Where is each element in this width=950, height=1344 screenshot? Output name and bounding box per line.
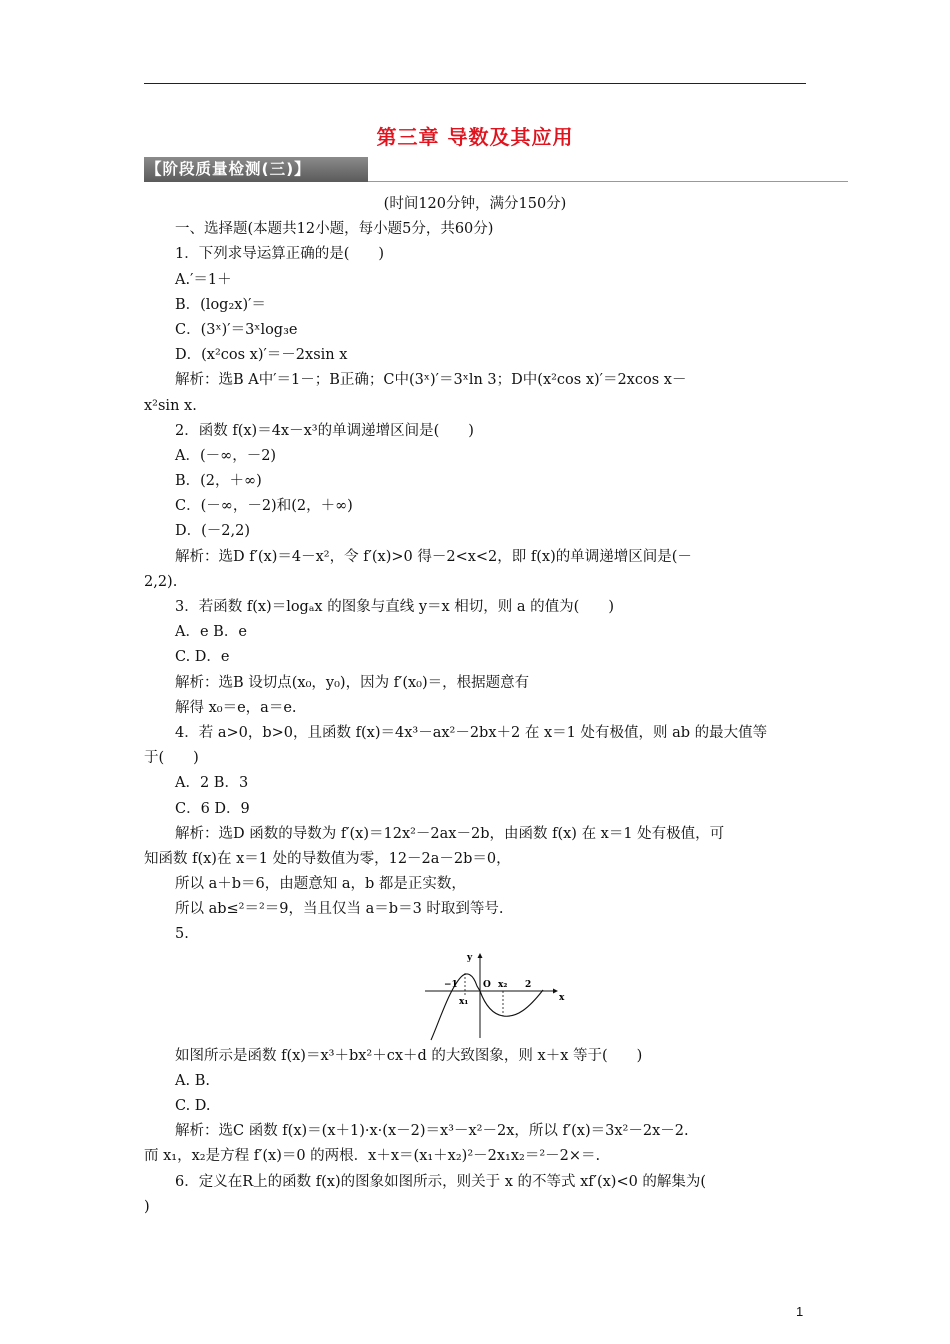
text-line: 2,2). — [144, 573, 178, 590]
text-line: C. D. — [175, 1098, 211, 1114]
text-line: A.′＝1＋ — [175, 271, 232, 288]
text-line: 所以 ab≤²＝²＝9，当且仅当 a＝b＝3 时取到等号. — [175, 901, 504, 918]
text-line: 而 x₁，x₂是方程 f′(x)＝0 的两根．x＋x＝(x₁＋x₂)²－2x₁x₂＝²－2×＝. — [144, 1148, 601, 1165]
text-line: 1．下列求导运算正确的是( ) — [175, 246, 385, 263]
y-axis-arrow — [478, 953, 483, 958]
text-line: 知函数 f(x)在 x＝1 处的导数值为零，12－2a－2b＝0， — [144, 850, 511, 867]
questions-part-2 — [144, 1044, 806, 1220]
text-line: x²sin x. — [144, 397, 197, 414]
section-rule — [368, 181, 848, 182]
text-line: 2．函数 f(x)＝4x－x³的单调递增区间是( ) — [175, 422, 474, 439]
text-line: 6．定义在R上的函数 f(x)的图象如图所示，则关于 x 的不等式 xf′(x)<0 的解集为( — [175, 1173, 707, 1190]
text-line: 解析：选B 设切点(x₀，y₀)，因为 f′(x₀)＝，根据题意有 — [175, 674, 530, 691]
page-number: 1 — [796, 1304, 804, 1319]
x-axis-arrow — [553, 988, 558, 993]
text-line: 解析：选D f′(x)＝4－x²，令 f′(x)>0 得－2<x<2，即 f(x)的单调递增区间是(－ — [175, 548, 692, 565]
document-body — [144, 192, 806, 1220]
text-line: B．(2，＋∞) — [175, 473, 262, 490]
text-line: 5. — [175, 926, 189, 943]
y-axis-label: y — [467, 952, 473, 963]
text-line: 解析：选B A中′＝1－；B正确；C中(3ˣ)′＝3ˣln 3；D中(x²cos x)′＝2xcos x－ — [175, 372, 687, 389]
text-line: ) — [144, 1198, 150, 1215]
time-note: (时间120分钟，满分150分) — [383, 196, 567, 212]
text-line: A．2 B．3 — [175, 775, 249, 792]
neg-one-label: −1 — [444, 979, 458, 990]
section-banner: 【阶段质量检测(三)】 — [144, 157, 368, 182]
text-line: B．(log₂x)′＝ — [175, 296, 266, 313]
text-line: D．(x²cos x)′＝－2xsin x — [175, 347, 348, 364]
text-line: 4．若 a>0，b>0，且函数 f(x)＝4x³－ax²－2bx＋2 在 x＝1 处有极值，则 ab 的最大值等 — [175, 724, 768, 741]
text-line: C. D．e — [175, 649, 230, 666]
text-line: C．(－∞，－2)和(2，＋∞) — [175, 498, 353, 515]
text-line: 解得 x₀＝e，a＝e. — [175, 699, 297, 716]
x2-label: x₂ — [498, 979, 508, 990]
text-line: 解析：选C 函数 f(x)＝(x＋1)·x·(x－2)＝x³－x²－2x，所以 f′(x)＝3x²－2x－2. — [175, 1123, 689, 1140]
text-line: C．(3ˣ)′＝3ˣlog₃e — [175, 321, 298, 338]
x-axis-label: x — [559, 992, 565, 1003]
x1-label: x₁ — [459, 996, 469, 1007]
text-line: A．(－∞，－2) — [175, 447, 277, 464]
text-line: 3．若函数 f(x)＝logₐx 的图象与直线 y＝x 相切，则 a 的值为( ) — [175, 599, 614, 615]
text-line: D．(－2,2) — [175, 523, 250, 540]
two-label: 2 — [525, 979, 532, 990]
text-line: 解析：选D 函数的导数为 f′(x)＝12x²－2ax－2b，由函数 f(x) 在 x＝1 处有极值，可 — [175, 825, 725, 842]
text-line: A. B. — [175, 1072, 210, 1089]
cubic-function-graph — [421, 950, 571, 1042]
figure-row — [144, 948, 806, 1044]
text-line: A．e B．e — [175, 624, 247, 641]
text-line: 如图所示是函数 f(x)＝x³＋bx²＋cx＋d 的大致图象，则 x＋x 等于( ) — [175, 1047, 643, 1064]
origin-label: O — [483, 979, 491, 990]
text-line: 于( ) — [144, 750, 199, 767]
text-line: 所以 a＋b＝6，由题意知 a，b 都是正实数， — [175, 876, 466, 893]
text-line: C．6 D．9 — [175, 800, 250, 817]
top-rule — [144, 83, 806, 84]
questions-part-1 — [144, 217, 806, 947]
chapter-title: 第三章 导数及其应用 — [376, 125, 574, 149]
text-line: 一、选择题(本题共12小题，每小题5分，共60分) — [175, 221, 494, 238]
